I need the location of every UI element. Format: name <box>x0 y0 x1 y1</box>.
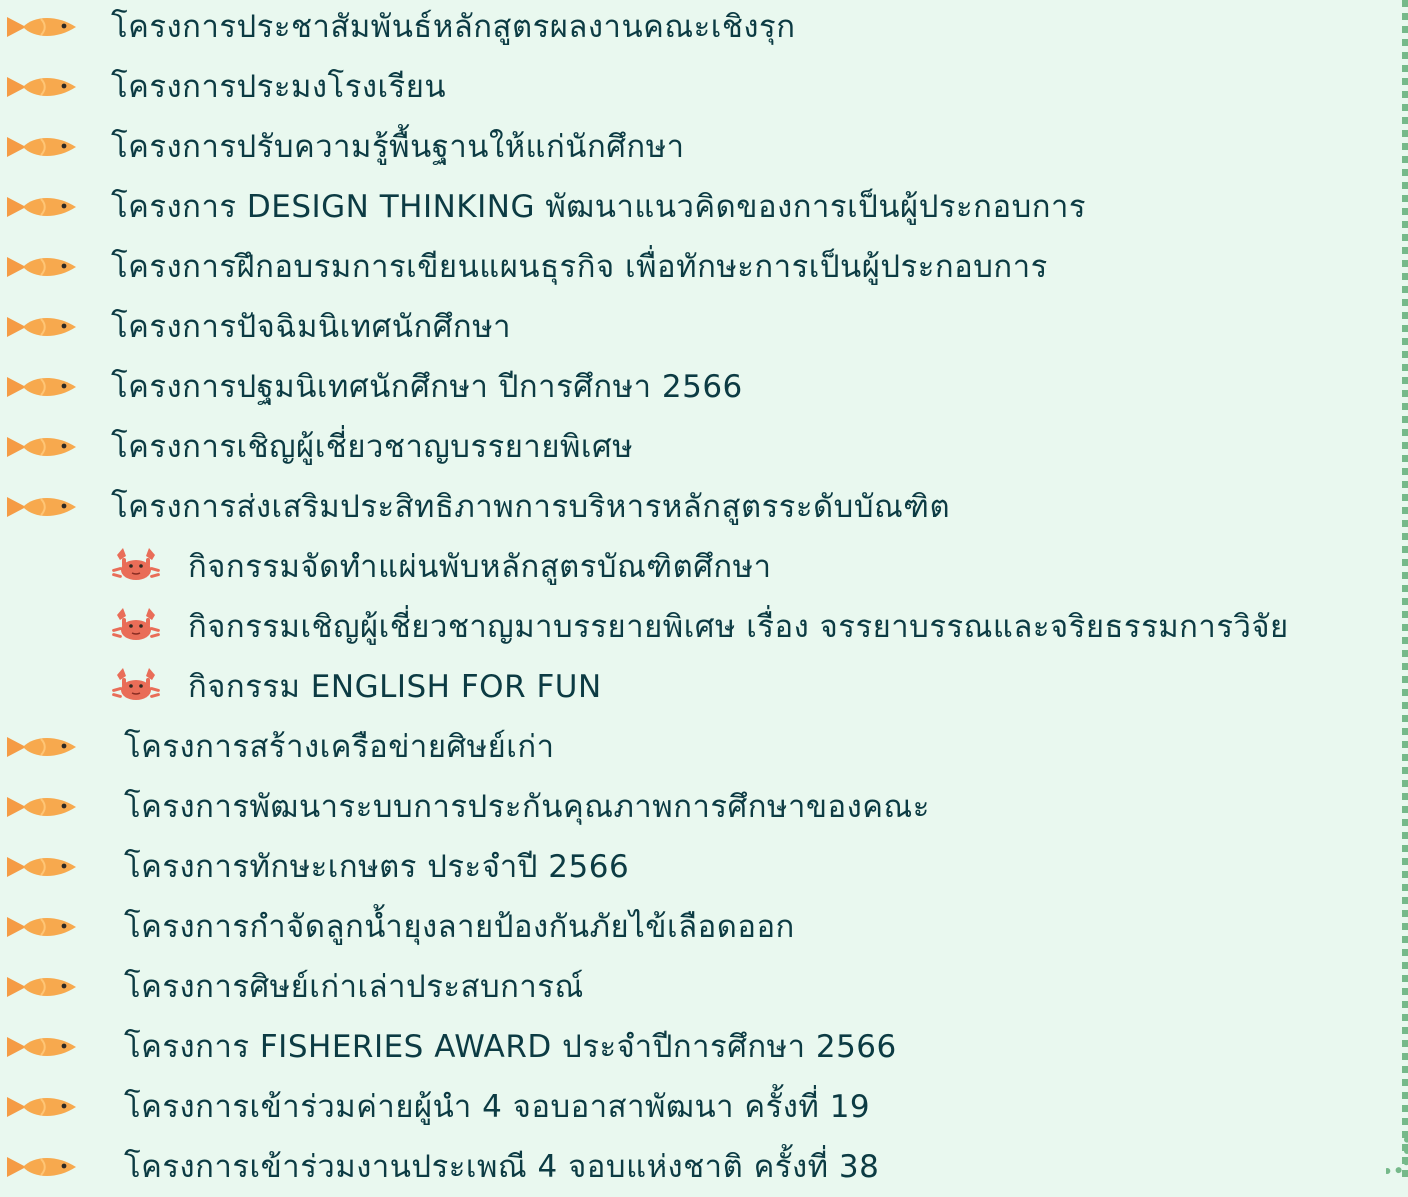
crab-icon <box>108 546 164 588</box>
sub-list-item <box>108 597 1289 657</box>
sub-item-label: กิจกรรมจัดทำแผ่นพับหลักสูตรบัณฑิตศึกษา <box>188 548 772 585</box>
sub-item-label: กิจกรรมเชิญผู้เชี่ยวชาญมาบรรยายพิเศษ เรื่อง จรรยาบรรณและจริยธรรมการวิจัย <box>188 608 1289 645</box>
item-label: โครงการศิษย์เก่าเล่าประสบการณ์ <box>124 968 584 1005</box>
sub-list-item <box>108 537 772 597</box>
sub-item-label: กิจกรรม ENGLISH FOR FUN <box>188 668 602 705</box>
item-label: โครงการปฐมนิเทศนักศึกษา ปีการศึกษา 2566 <box>111 368 743 405</box>
list-item <box>6 837 629 897</box>
fish-icon <box>6 69 82 105</box>
item-label: โครงการปัจฉิมนิเทศนักศึกษา <box>111 308 512 345</box>
dotted-border <box>1402 0 1408 1182</box>
fish-icon <box>6 1089 82 1125</box>
list-item <box>6 297 511 357</box>
fish-icon <box>6 429 82 465</box>
list-item <box>6 477 950 537</box>
fish-icon <box>6 849 82 885</box>
fish-icon <box>6 729 82 765</box>
crab-icon <box>108 666 164 708</box>
item-label: โครงการกำจัดลูกน้ำยุงลายป้องกันภัยไข้เลือดออก <box>124 908 795 945</box>
item-label: โครงการ DESIGN THINKING พัฒนาแนวคิดของการเป็นผู้ประกอบการ <box>111 188 1087 225</box>
item-label: โครงการประชาสัมพันธ์หลักสูตรผลงานคณะเชิงรุก <box>111 8 796 45</box>
list-item <box>6 357 743 417</box>
fish-icon <box>6 309 82 345</box>
item-label: โครงการเข้าร่วมค่ายผู้นำ 4 จอบอาสาพัฒนา ครั้งที่ 19 <box>124 1088 871 1125</box>
fish-icon <box>6 969 82 1005</box>
item-label: โครงการเข้าร่วมงานประเพณี 4 จอบแห่งชาติ ครั้งที่ 38 <box>124 1148 880 1185</box>
item-label: โครงการเชิญผู้เชี่ยวชาญบรรยายพิเศษ <box>111 428 634 465</box>
fish-icon <box>6 909 82 945</box>
list-item <box>6 777 930 837</box>
sub-list-item <box>108 657 602 717</box>
list-item <box>6 1017 897 1077</box>
fish-icon <box>6 1149 82 1185</box>
list-item <box>6 1137 879 1197</box>
dotted-border-curl <box>1386 1138 1408 1174</box>
crab-icon <box>108 606 164 648</box>
item-label: โครงการสร้างเครือข่ายศิษย์เก่า <box>124 728 555 765</box>
list-item <box>6 177 1086 237</box>
list-item <box>6 897 795 957</box>
item-label: โครงการปรับความรู้พื้นฐานให้แก่นักศึกษา <box>111 128 685 165</box>
fish-icon <box>6 129 82 165</box>
list-item <box>6 117 685 177</box>
list-item <box>6 417 633 477</box>
fish-icon <box>6 189 82 225</box>
fish-icon <box>6 489 82 525</box>
item-label: โครงการพัฒนาระบบการประกันคุณภาพการศึกษาของคณะ <box>124 788 930 825</box>
item-label: โครงการฝึกอบรมการเขียนแผนธุรกิจ เพื่อทักษะการเป็นผู้ประกอบการ <box>111 248 1048 285</box>
item-label: โครงการ FISHERIES AWARD ประจำปีการศึกษา 2566 <box>124 1028 897 1065</box>
fish-icon <box>6 249 82 285</box>
fish-icon <box>6 1029 82 1065</box>
list-item <box>6 717 555 777</box>
item-label: โครงการประมงโรงเรียน <box>111 68 447 105</box>
fish-icon <box>6 369 82 405</box>
item-label: โครงการส่งเสริมประสิทธิภาพการบริหารหลักสูตรระดับบัณฑิต <box>111 488 951 525</box>
list-item <box>6 957 584 1017</box>
item-label: โครงการทักษะเกษตร ประจำปี 2566 <box>124 848 630 885</box>
list-item <box>6 0 795 57</box>
list-item <box>6 1077 870 1137</box>
list-item <box>6 237 1048 297</box>
fish-icon <box>6 789 82 825</box>
fish-icon <box>6 9 82 45</box>
list-item <box>6 57 446 117</box>
